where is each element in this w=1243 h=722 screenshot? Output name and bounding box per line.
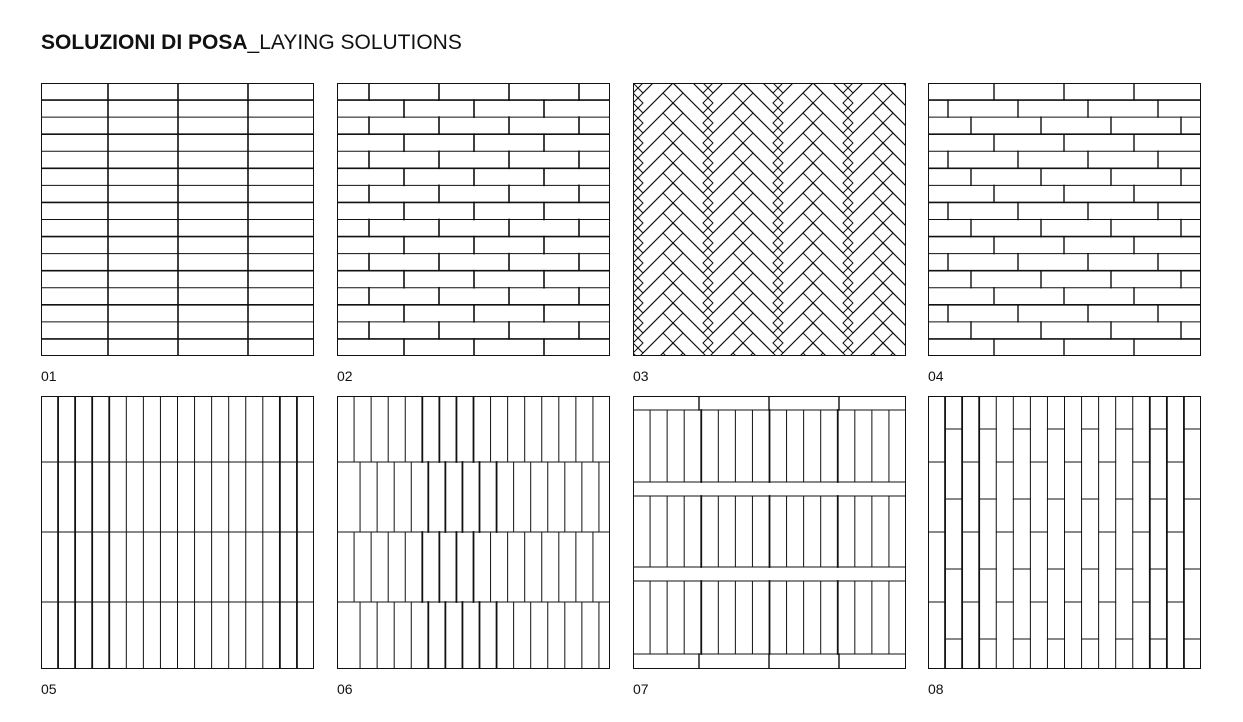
pattern-07-drawing bbox=[633, 396, 906, 669]
title-bold: SOLUZIONI DI POSA bbox=[41, 31, 248, 54]
pattern-04 bbox=[928, 83, 1201, 384]
pattern-06 bbox=[337, 396, 610, 697]
pattern-08-drawing bbox=[928, 396, 1201, 669]
pattern-06-lines bbox=[337, 396, 610, 669]
pattern-03-lines bbox=[633, 83, 906, 356]
pattern-06-drawing bbox=[337, 396, 610, 669]
pattern-01-drawing bbox=[41, 83, 314, 356]
pattern-06-label: 06 bbox=[337, 681, 353, 697]
pattern-08-label: 08 bbox=[928, 681, 944, 697]
pattern-08-lines bbox=[928, 396, 1201, 669]
page-title bbox=[41, 31, 462, 55]
pattern-02-label: 02 bbox=[337, 368, 353, 384]
pattern-03 bbox=[633, 83, 906, 384]
pattern-01-lines bbox=[41, 83, 314, 356]
pattern-03-label: 03 bbox=[633, 368, 649, 384]
pattern-05-drawing bbox=[41, 396, 314, 669]
pattern-07 bbox=[633, 396, 906, 697]
pattern-08 bbox=[928, 396, 1201, 697]
pattern-03-drawing bbox=[633, 83, 906, 356]
pattern-07-lines bbox=[633, 396, 906, 669]
pattern-01-label: 01 bbox=[41, 368, 57, 384]
pattern-01 bbox=[41, 83, 314, 384]
pattern-04-lines bbox=[928, 83, 1201, 356]
title-light: _LAYING SOLUTIONS bbox=[247, 31, 462, 54]
pattern-04-label: 04 bbox=[928, 368, 944, 384]
pattern-05-lines bbox=[41, 396, 314, 669]
pattern-07-label: 07 bbox=[633, 681, 649, 697]
pattern-04-drawing bbox=[928, 83, 1201, 356]
pattern-05-label: 05 bbox=[41, 681, 57, 697]
pattern-05 bbox=[41, 396, 314, 697]
pattern-02-lines bbox=[337, 83, 610, 356]
pattern-02 bbox=[337, 83, 610, 384]
pattern-02-drawing bbox=[337, 83, 610, 356]
